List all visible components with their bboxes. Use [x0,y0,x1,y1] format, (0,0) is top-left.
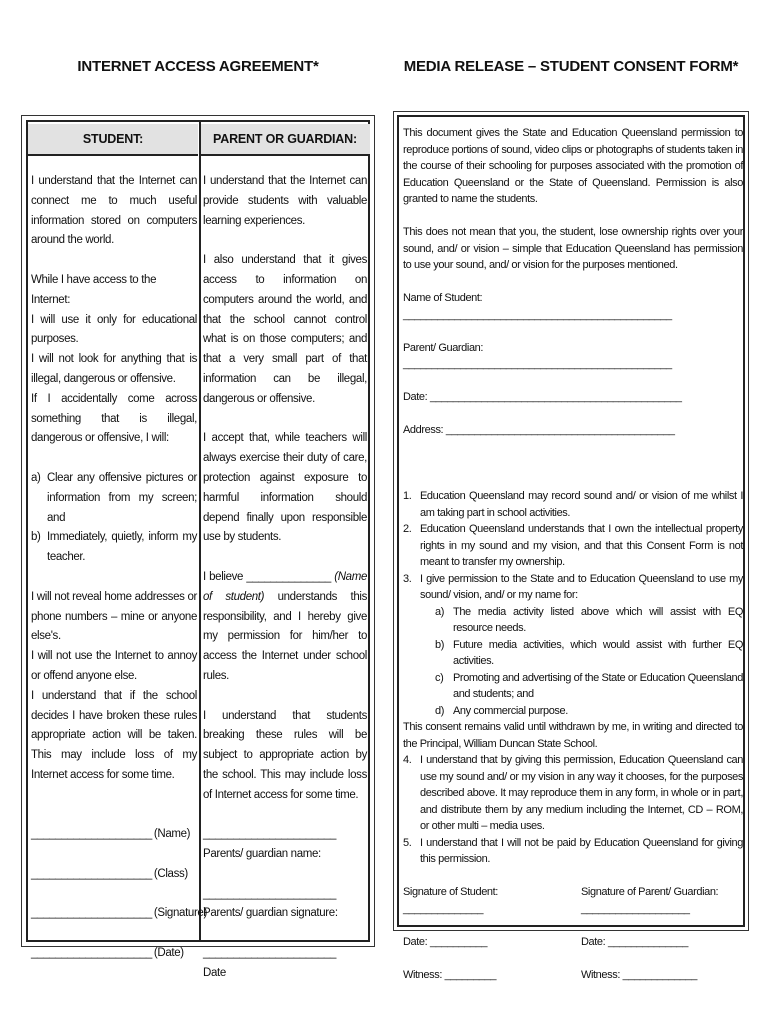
student-name-placeholder: (Name of student) [203,570,367,603]
witness-row [403,967,743,984]
blank-line: ____________________ [31,828,152,841]
list-text: Future media activities, which would assist with further EQ activities. [453,638,743,667]
list-marker: 5. [403,836,412,849]
text-run: understands this responsibility, and I hereby give my permission for him/her to access the Internet under school rules. [203,590,367,682]
list-marker: 2. [403,523,412,535]
parent-column-header: PARENT OR GUARDIAN: [200,124,370,156]
list-text: The media activity listed above which will assist with EQ resource needs. [453,605,743,634]
student-paragraph: I will not look for anything that is illegal, dangerous or offensive. [31,353,197,385]
sub-list-item [403,604,743,637]
student-column-header: STUDENT: [28,124,198,156]
blank-line: ____________________ [31,947,152,960]
field-label: (Name) [153,828,191,841]
list-text: I give permission to the State and to Education Queensland to use my sound/ vision, and/ or my name for: [420,572,743,601]
blank-line: ______________ [403,902,484,915]
parent-paragraph: I accept that, while teachers will always exercise their duty of care, protection against exposure to harmful information should depend finally upon responsible use by students. [203,432,367,544]
blank-line: ____________________________________________ [429,391,682,403]
parent-witness-field: Witness: _____________ [581,968,697,981]
parent-paragraph: I understand that students breaking these rules will be subject to appropriate action by the school. This may include loss of Internet access for some time. [203,709,367,801]
list-marker: 3. [403,572,412,585]
signature-row [403,884,743,917]
blank-line: ________________________________________ [445,424,675,436]
parent-signature-label: Signature of Parent/ Guardian: [581,886,719,898]
media-paragraph: This document gives the State and Education Queensland permission to reproduce portions of sound, video clips or photographs of students taken in the course of their schooling for purposes associated with the promotion of Education Queensland or the State of Queensland. Permission is also granted to name the students. [403,127,743,205]
parent-date-label: Date [203,966,226,979]
student-paragraph: I understand that the Internet can connect me to much useful information stored on computers around the world. [31,175,197,247]
blank-line: ___________________ [581,902,690,915]
student-paragraph: I will not reveal home addresses or phone numbers – mine or anyone else's. [31,590,197,643]
student-column [31,172,207,964]
blank-line: ______________________ [203,887,337,900]
list-marker: b) [31,531,41,544]
list-text: Immediately, quietly, inform my teacher. [47,531,197,564]
date-label: Date: [403,391,430,403]
media-release-content [403,125,743,983]
text-run: I believe ______________ [203,570,335,583]
field-label: (Class) [153,867,188,880]
sub-list-item [403,703,743,720]
list-marker: b) [435,638,444,651]
parent-paragraph: I understand that the Internet can provide students with valuable learning experiences. [203,175,367,227]
student-paragraph: I will use it only for educational purposes. [31,313,197,346]
student-paragraph: If I accidentally come across something that is illegal, dangerous or offensive, I will: [31,392,197,445]
parent-date-field: Date: ______________ [581,935,688,948]
list-text: Clear any offensive pictures or information from my screen; and [47,471,197,524]
blank-line: ____________________ [31,867,152,880]
media-release-title: MEDIA RELEASE – STUDENT CONSENT FORM* [403,58,739,75]
list-marker: a) [435,605,444,618]
media-paragraph: This does not mean that you, the student, lose ownership rights over your sound, and/ or vision – simple that Education Queensland has permission to use your sound, and/ or vision for the purposes mentioned. [403,226,743,271]
media-release-box [393,111,749,981]
student-witness-field: Witness: _________ [403,968,497,981]
list-item [31,528,197,568]
list-text: I understand that by giving this permission, Education Queensland can use my sound and/ or my vision in any way it chooses, for the purposes described above. It may reproduce them in any form, in whole or in part, and distribute them by any medium including the Internet, CD – ROM, or other multi – media uses. [420,754,743,832]
date-row [403,934,743,951]
student-name-label: Name of Student: [403,292,483,304]
blank-line: _______________________________________________ [403,358,672,370]
student-signature-label: Signature of Student: [403,886,498,898]
blank-line: ____________________ [31,907,152,920]
date-field [31,944,197,964]
parent-paragraph: I also understand that it gives access to information on computers around the world, and that the school cannot control what is on those computers; and that a very small part of that information can be illegal, dangerous or offensive. [203,254,367,405]
student-paragraph: I will not use the Internet to annoy or offend anyone else. [31,650,197,682]
list-marker: d) [435,704,444,717]
field-label: (Signature) [153,907,207,920]
field-label: (Date) [153,947,184,960]
student-date-field: Date: __________ [403,935,488,948]
signature-field [31,904,207,924]
list-item [403,488,743,521]
list-text: I understand that I will not be paid by Education Queensland for giving this permission. [420,836,743,865]
blank-line: ______________________ [203,947,337,960]
list-text: Education Queensland understands that I own the intellectual property rights in my sound and my vision, and that this Consent Form is not meant to transfer my ownership. [420,523,743,568]
sub-list-item [403,637,743,670]
list-item [31,469,197,528]
list-marker: 4. [403,754,412,766]
parent-column [203,172,367,984]
list-marker: 1. [403,490,412,502]
class-field [31,865,197,885]
address-label: Address: [403,424,446,436]
parent-guardian-label: Parent/ Guardian: [403,341,484,354]
sub-list-item [403,670,743,703]
address-field [403,422,743,439]
column-divider [199,122,201,940]
list-item [403,571,743,604]
list-text: Promoting and advertising of the State or Education Queensland and students; and [453,671,743,700]
student-paragraph: I understand that if the school decides I have broken these rules appropriate action will be taken. This may include loss of my Internet access for some time. [31,689,197,781]
name-field [31,825,197,845]
parent-name-label: Parents/ guardian name: [203,848,321,861]
parent-signature-label: Parents/ guardian signature: [203,907,338,920]
blank-line: _______________________________________________ [403,308,672,321]
list-item [403,752,743,835]
list-marker: c) [435,671,444,684]
consent-validity-note: This consent remains valid until withdrawn by me, in writing and directed to the Principal, William Duncan State School. [403,721,743,750]
list-text: Any commercial purpose. [453,704,568,717]
internet-agreement-title: INTERNET ACCESS AGREEMENT* [77,58,319,75]
list-item [403,521,743,571]
list-text: Education Queensland may record sound and/ or vision of me whilst I am taking part in school activities. [420,490,743,519]
date-field [403,389,743,406]
list-marker: a) [31,471,41,484]
parent-paragraph [203,568,367,687]
list-item [403,835,743,868]
internet-agreement-table [21,115,375,979]
blank-line: ______________________ [203,828,337,841]
student-paragraph: While I have access to the Internet: [31,273,157,306]
